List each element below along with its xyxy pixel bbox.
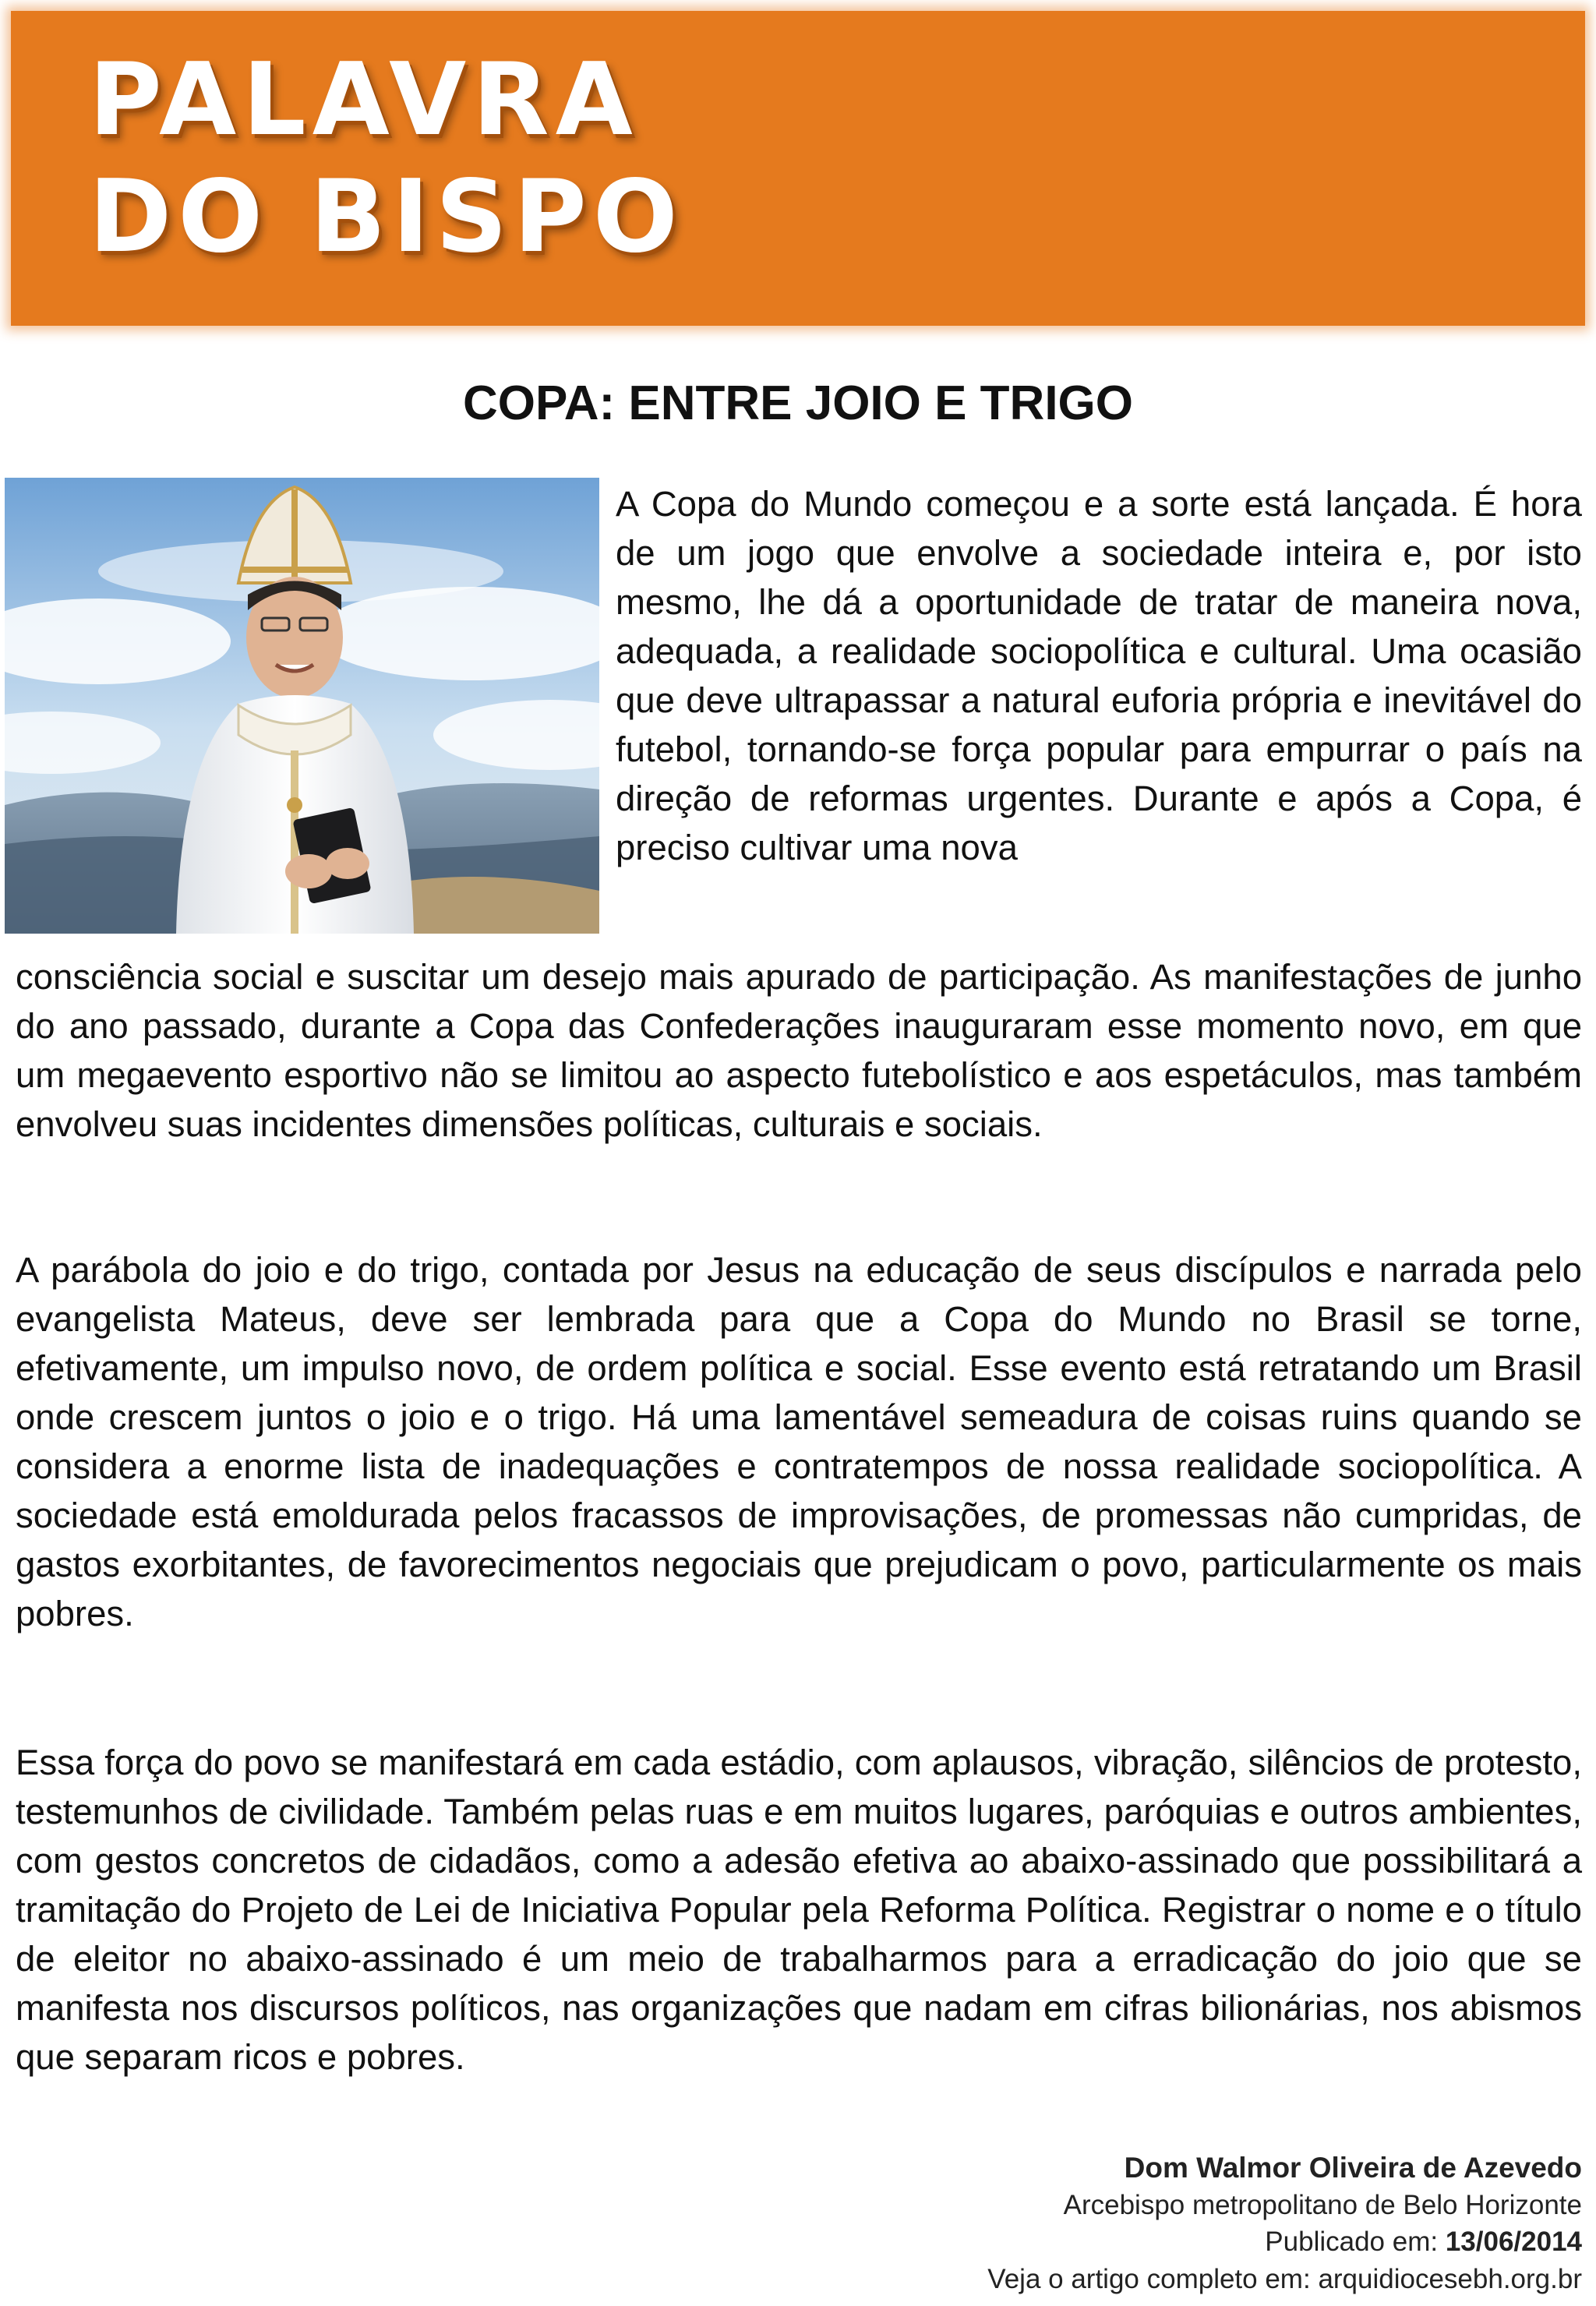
published-label: Publicado em: — [1265, 2227, 1439, 2257]
source-label: Veja o artigo completo em: — [987, 2263, 1311, 2294]
source-link[interactable]: arquidiocesebh.org.br — [1318, 2263, 1582, 2294]
source-line — [569, 2261, 1582, 2298]
banner-title-line1: PALAVRA — [89, 42, 639, 158]
author-role: Arcebispo metropolitano de Belo Horizonte — [1063, 2189, 1582, 2220]
bishop-photo — [5, 478, 599, 934]
header-banner — [11, 11, 1585, 326]
article-paragraph-2: A parábola do joio e do trigo, contada por Jesus na educação de seus discípulos e narrada pelo evangelista Mateus, deve ser lembrada para que a Copa do Mundo no Brasil se torne, efetivamente, um impulso novo, de ordem política e social. Esse evento está retratando um Brasil onde crescem juntos o joio e o trigo. Há uma lamentável semeadura de coisas ruins quando se considera a enorme lista de inadequações e contratempos de nossa realidade sociopolítica. A sociedade está emoldurada pelos fracassos de improvisações, de promessas não cumpridas, de gastos exorbitantes, de favorecimentos negociais que prejudicam o povo, particularmente os mais pobres. — [16, 1250, 1582, 1633]
published-date: 13/06/2014 — [1445, 2227, 1582, 2257]
banner-title — [89, 42, 684, 276]
author-name: Dom Walmor Oliveira de Azevedo — [1124, 2152, 1582, 2184]
article-title: COPA: ENTRE JOIO E TRIGO — [462, 376, 1134, 430]
author-signature — [569, 2149, 1582, 2297]
article-paragraph-1-continued: consciência social e suscitar um desejo mais apurado de participação. As manifestações de junho do ano passado, durante a Copa das Confederações inauguraram esse momento novo, em que um megaevento esportivo não se limitou ao aspecto futebolístico e aos espetáculos, mas também envolveu suas incidentes dimensões políticas, culturais e sociais. — [16, 957, 1582, 1144]
article-paragraph-3: Essa força do povo se manifestará em cada estádio, com aplausos, vibração, silêncios de protesto, testemunhos de civilidade. Também pelas ruas e em muitos lugares, paróquias e outros ambientes, com gestos concretos de cidadãos, como a adesão efetiva ao abaixo-assinado que possibilitará a tramitação do Projeto de Lei de Iniciativa Popular pela Reforma Política. Registrar o nome e o título de eleitor no abaixo-assinado é um meio de trabalharmos para a erradicação do joio que se manifesta nos discursos políticos, nas organizações que nadam em cifras bilionárias, nos abismos que separam ricos e pobres. — [16, 1743, 1582, 2077]
banner-title-line2: DO BISPO — [89, 159, 684, 275]
article-paragraph-1-top: A Copa do Mundo começou e a sorte está lançada. É hora de um jogo que envolve a sociedade inteira e, por isto mesmo, lhe dá a oportunidade de tratar de maneira nova, adequada, a realidade sociopolítica e cultural. Uma ocasião que deve ultrapassar a natural euforia própria e inevitável do futebol, tornando-se força popular para empurrar o país na direção de reformas urgentes. Durante e após a Copa, é preciso cultivar uma nova — [616, 484, 1582, 867]
published-line — [569, 2223, 1582, 2261]
